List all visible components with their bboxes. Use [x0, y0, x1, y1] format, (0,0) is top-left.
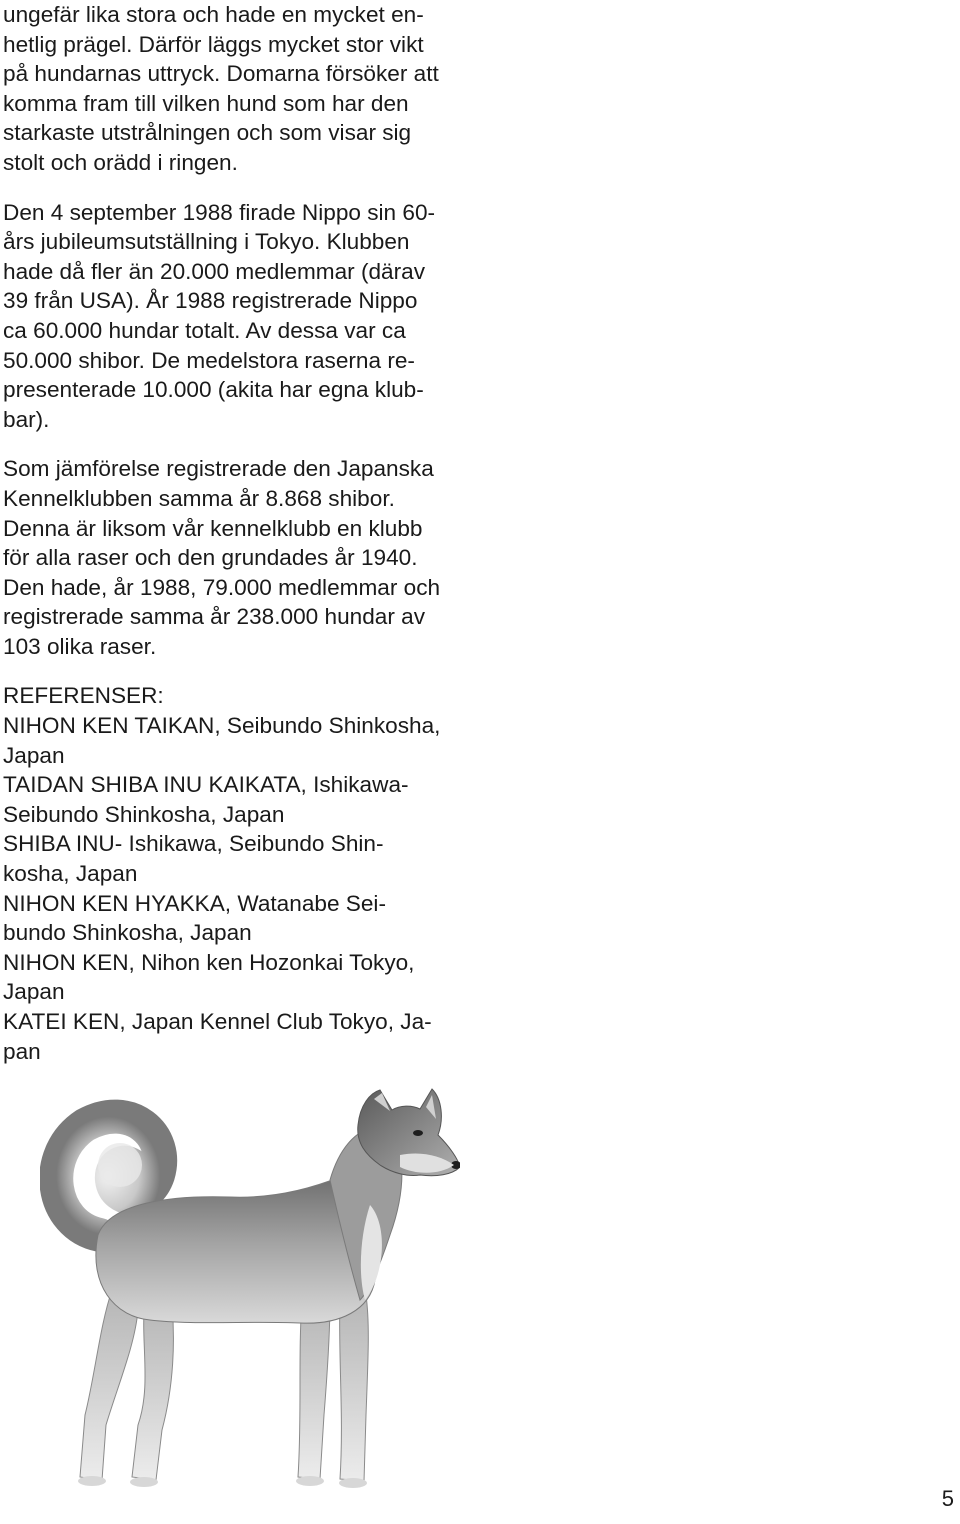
article-column: [3, 0, 465, 1066]
text-line: 39 från USA). År 1988 registrerade Nippo: [3, 288, 418, 314]
reference-line: kosha, Japan: [3, 861, 138, 887]
text-line: bar).: [3, 406, 50, 432]
text-line: Den hade, år 1988, 79.000 medlemmar och: [3, 574, 441, 600]
references-section: [3, 681, 465, 1066]
reference-line: Seibundo Shinkosha, Japan: [3, 801, 285, 827]
text-line: ca 60.000 hundar totalt. Av dessa var ca: [3, 317, 406, 343]
reference-line: NIHON KEN HYAKKA, Watanabe Sei-: [3, 890, 386, 916]
text-line: presenterade 10.000 (akita har egna klub-: [3, 377, 424, 403]
text-line: Denna är liksom vår kennelklubb en klubb: [3, 515, 423, 541]
text-line: hetlig prägel. Därför läggs mycket stor vikt: [3, 31, 424, 57]
dog-eye: [413, 1130, 423, 1136]
text-line: starkaste utstrålningen och som visar sig: [3, 120, 412, 146]
reference-line: Japan: [3, 979, 65, 1005]
text-line: 50.000 shibor. De medelstora raserna re-: [3, 347, 415, 373]
reference-line: KATEI KEN, Japan Kennel Club Tokyo, Ja-: [3, 1009, 432, 1034]
dog-front-leg-front: [340, 1295, 369, 1481]
reference-line: SHIBA INU- Ishikawa, Seibundo Shin-: [3, 831, 384, 857]
text-line: för alla raser och den grundades år 1940.: [3, 545, 418, 571]
paragraph-nippo: [3, 198, 465, 435]
reference-line: Japan: [3, 742, 65, 768]
text-line: på hundarnas uttryck. Domarna försöker att: [3, 61, 439, 87]
text-line: ungefär lika stora och hade en mycket en-: [3, 2, 424, 27]
reference-line: TAIDAN SHIBA INU KAIKATA, Ishikawa-: [3, 772, 409, 798]
text-line: års jubileumsutställning i Tokyo. Klubben: [3, 229, 410, 255]
page-number: 5: [941, 1486, 954, 1511]
reference-line: NIHON KEN, Nihon ken Hozonkai Tokyo,: [3, 949, 415, 975]
text-line: stolt och orädd i ringen.: [3, 149, 238, 175]
text-line: Kennelklubben samma år 8.868 shibor.: [3, 485, 395, 511]
dog-hind-leg-front: [132, 1300, 173, 1480]
text-line: komma fram till vilken hund som har den: [3, 90, 409, 116]
paragraph-comparison: [3, 454, 465, 661]
reference-line: bundo Shinkosha, Japan: [3, 920, 252, 946]
text-line: hade då fler än 20.000 medlemmar (därav: [3, 258, 425, 284]
text-line: registrerade samma år 238.000 hundar av: [3, 604, 425, 630]
text-line: 103 olika raser.: [3, 633, 157, 659]
references-heading: REFERENSER:: [3, 683, 164, 709]
text-line: Den 4 september 1988 firade Nippo sin 60-: [3, 199, 436, 225]
paragraph-judging: [3, 0, 465, 178]
dog-hind-leg-back: [80, 1290, 138, 1480]
reference-line: pan: [3, 1038, 41, 1064]
shiba-inu-dog-drawing-icon: [40, 1085, 460, 1497]
text-line: Som jämförelse registrerade den Japanska: [3, 456, 434, 482]
dog-front-leg-back: [298, 1300, 330, 1479]
reference-line: NIHON KEN TAIKAN, Seibundo Shinkosha,: [3, 713, 441, 739]
